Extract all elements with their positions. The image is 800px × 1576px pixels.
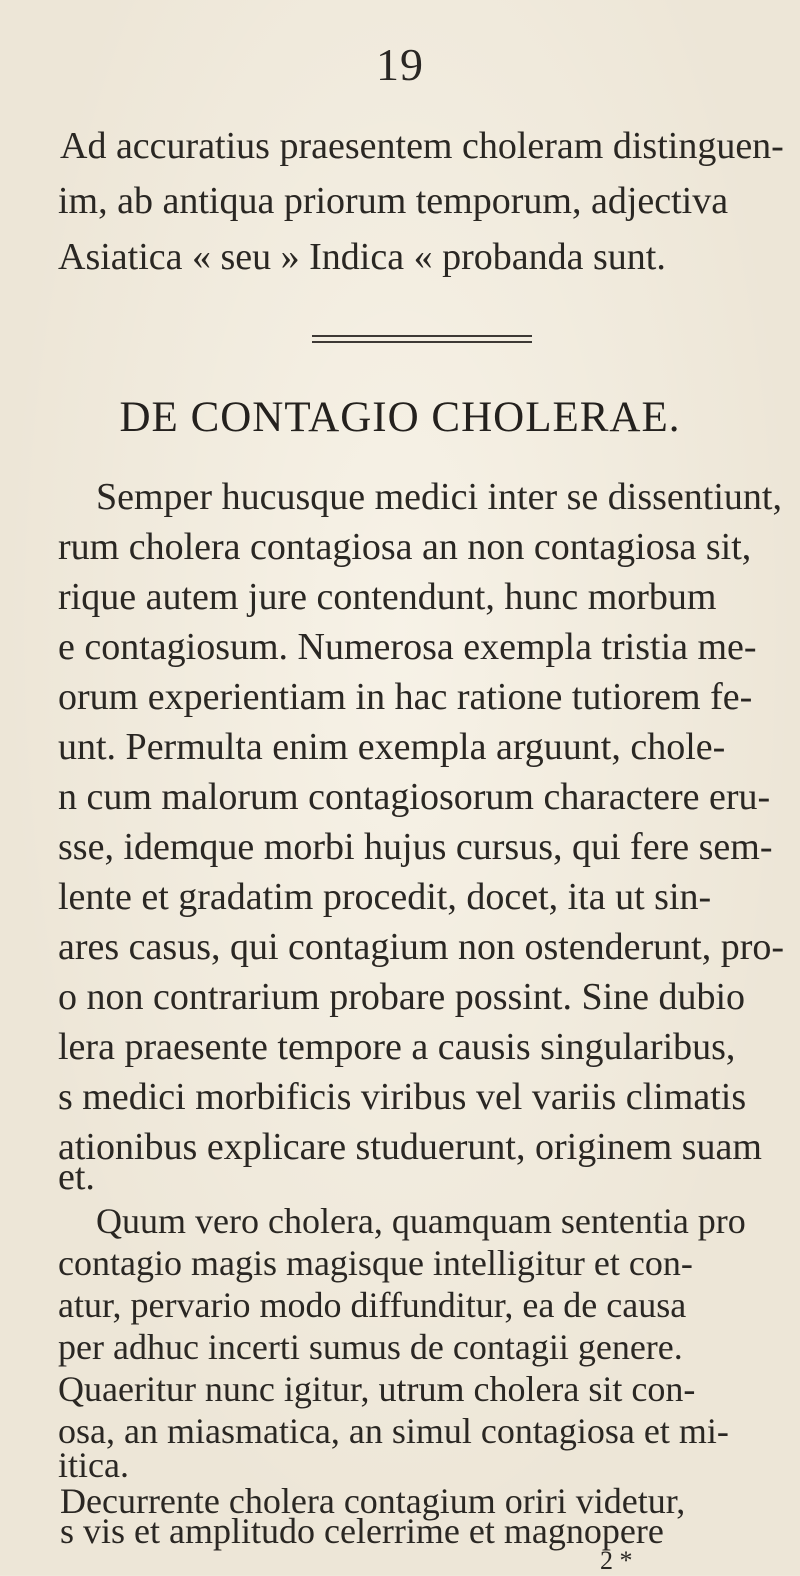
paragraph-line: atur, pervario modo diffunditur, ea de causa — [58, 1285, 687, 1325]
paragraph-line: orum experientiam in hac ratione tutiorem fe- — [58, 676, 753, 718]
paragraph-line: osa, an miasmatica, an simul contagiosa et mi- — [58, 1411, 729, 1451]
paragraph-line: unt. Permulta enim exempla arguunt, chole- — [58, 726, 726, 768]
page-number: 19 — [376, 39, 424, 90]
paragraph-line: Quum vero cholera, quamquam sententia pro — [96, 1201, 746, 1241]
paragraph-line: sse, idemque morbi hujus cursus, qui fere sem- — [58, 826, 773, 868]
paragraph-line: per adhuc incerti sumus de contagii genere. — [58, 1327, 683, 1367]
paragraph-line: o non contrarium probare possint. Sine dubio — [58, 976, 746, 1018]
paragraph-line: e contagiosum. Numerosa exempla tristia me- — [58, 626, 757, 668]
paragraph-line: itica. — [58, 1445, 129, 1485]
section-divider-rule — [312, 341, 532, 343]
section-divider-rule — [312, 335, 532, 337]
paragraph-line: lente et gradatim procedit, docet, ita ut sin- — [58, 876, 712, 918]
signature-mark: 2 * — [600, 1546, 633, 1575]
paragraph-line: et. — [58, 1156, 95, 1198]
intro-line: im, ab antiqua priorum temporum, adjectiva — [58, 180, 729, 222]
paragraph-line: Semper hucusque medici inter se dissentiunt, — [96, 476, 782, 518]
paragraph-line: ares casus, qui contagium non ostenderunt, pro- — [58, 926, 785, 968]
intro-line: Ad accuratius praesentem choleram distinguen- — [60, 125, 784, 167]
intro-line: Asiatica « seu » Indica « probanda sunt. — [58, 236, 666, 278]
paragraph-line: rum cholera contagiosa an non contagiosa sit, — [58, 526, 752, 568]
paragraph-line: Decurrente cholera contagium oriri videtur, — [60, 1481, 686, 1521]
paragraph-line: n cum malorum contagiosorum charactere eru- — [58, 776, 771, 818]
section-heading: DE CONTAGIO CHOLERAE. — [119, 394, 681, 441]
paragraph-line: Quaeritur nunc igitur, utrum cholera sit con- — [58, 1369, 696, 1409]
paragraph-line: ationibus explicare studuerunt, originem suam — [58, 1126, 762, 1168]
paragraph-line: contagio magis magisque intelligitur et con- — [58, 1243, 693, 1283]
paragraph-line: s vis et amplitudo celerrime et magnopere — [60, 1511, 664, 1551]
paragraph-line: rique autem jure contendunt, hunc morbum — [58, 576, 717, 618]
paragraph-line: lera praesente tempore a causis singularibus, — [58, 1026, 736, 1068]
paragraph-line: s medici morbificis viribus vel variis climatis — [58, 1076, 747, 1118]
